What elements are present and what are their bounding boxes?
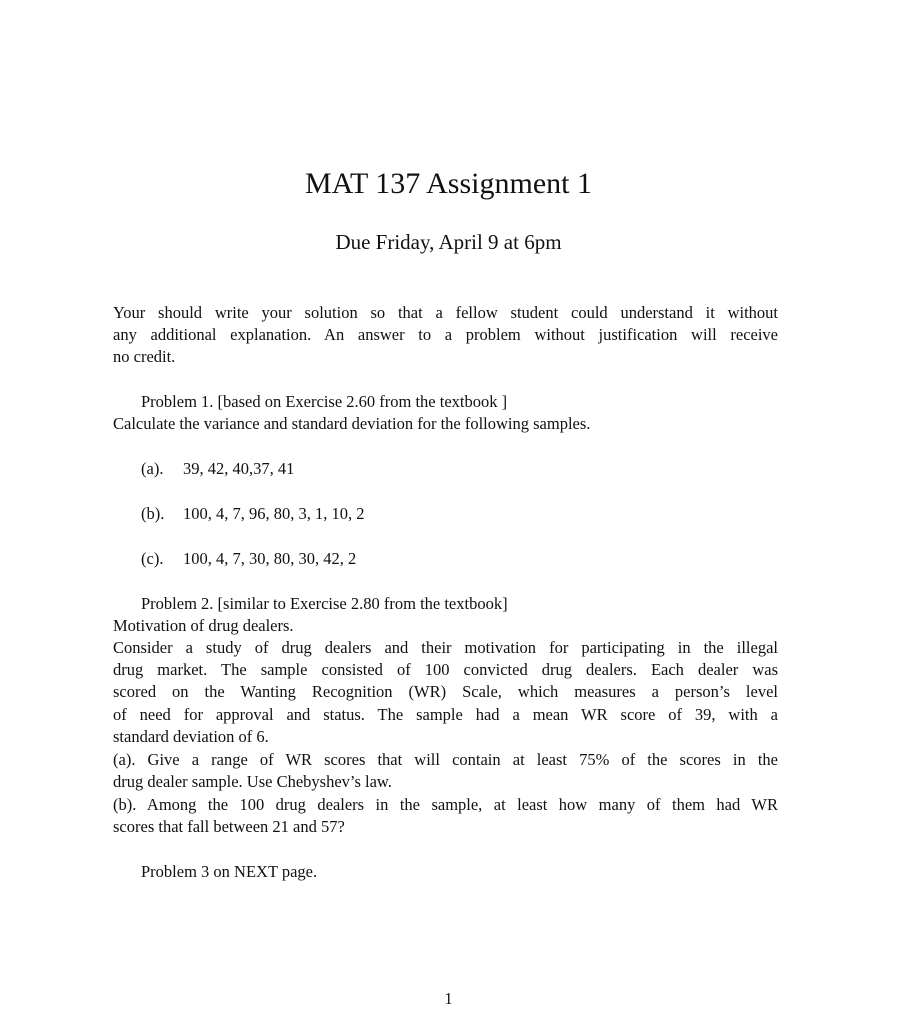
problem-2-line-1: Consider a study of drug dealers and their motivation for participating in the illegal	[113, 638, 778, 657]
problem-2-line-4: of need for approval and status. The sample had a mean WR score of 39, with a	[113, 705, 778, 724]
part-label: (b).	[141, 504, 165, 523]
problem-2-line-9: scores that fall between 21 and 57?	[113, 817, 345, 836]
assignment-title: MAT 137 Assignment 1	[305, 167, 592, 200]
problem-2-line-2: drug market. The sample consisted of 100 convicted drug dealers. Each dealer was	[113, 660, 778, 679]
intro-line-3: no credit.	[113, 347, 176, 366]
part-label: (c).	[141, 549, 164, 568]
intro-line-1: Your should write your solution so that a fellow student could understand it without	[113, 303, 778, 322]
problem-2-line-7: drug dealer sample. Use Chebyshev’s law.	[113, 772, 392, 791]
problem-1-statement: Calculate the variance and standard deviation for the following samples.	[113, 414, 591, 433]
part-label: (a).	[141, 459, 164, 478]
due-date: Due Friday, April 9 at 6pm	[335, 230, 562, 254]
problem-1-heading: Problem 1. [based on Exercise 2.60 from the textbook ]	[141, 392, 508, 411]
problem-1-part-a	[141, 458, 806, 480]
problem-1-part-c	[141, 548, 806, 570]
problem-2-line-6: (a). Give a range of WR scores that will contain at least 75% of the scores in the	[113, 750, 778, 769]
problem-2-line-8: (b). Among the 100 drug dealers in the sample, at least how many of them had WR	[113, 795, 778, 814]
part-values: 100, 4, 7, 30, 80, 30, 42, 2	[183, 549, 357, 568]
intro-line-2: any additional explanation. An answer to a problem without justification will receive	[113, 325, 778, 344]
next-page-note: Problem 3 on NEXT page.	[141, 862, 318, 881]
problem-1-part-b	[141, 503, 806, 525]
problem-2-subtitle: Motivation of drug dealers.	[113, 616, 294, 635]
problem-2-heading: Problem 2. [similar to Exercise 2.80 from the textbook]	[141, 594, 508, 613]
part-values: 39, 42, 40,37, 41	[183, 459, 295, 478]
problem-2-line-3: scored on the Wanting Recognition (WR) Scale, which measures a person’s level	[113, 682, 778, 701]
page-number: 1	[444, 989, 453, 1008]
part-values: 100, 4, 7, 96, 80, 3, 1, 10, 2	[183, 504, 365, 523]
problem-2-line-5: standard deviation of 6.	[113, 727, 269, 746]
